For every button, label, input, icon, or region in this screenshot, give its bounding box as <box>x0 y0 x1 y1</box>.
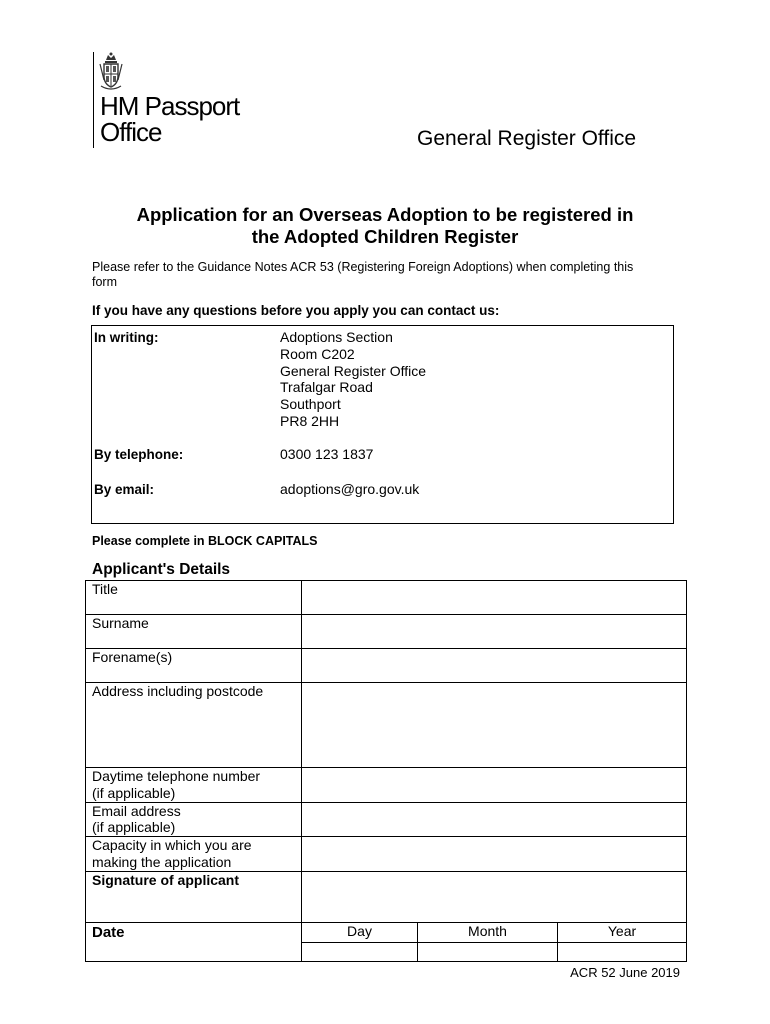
applicant-details-heading: Applicant's Details <box>92 561 231 578</box>
signature-input[interactable] <box>302 871 687 922</box>
address-input[interactable] <box>302 683 687 768</box>
address-line: PR8 2HH <box>280 412 340 429</box>
logo-divider <box>93 52 94 148</box>
email-value[interactable]: adoptions@gro.gov.uk <box>280 481 420 497</box>
title-label: Title <box>86 581 302 615</box>
phone-field-label <box>86 768 302 803</box>
table-row <box>86 871 687 922</box>
email-field-label-line-1: Email address <box>92 802 181 819</box>
applicant-details-table <box>85 580 687 962</box>
guidance-note: Please refer to the Guidance Notes ACR 53 (Registering Foreign Adoptions) when completing this form <box>92 260 634 289</box>
table-row <box>86 768 687 803</box>
logo-text <box>100 93 239 145</box>
form-title <box>80 204 690 248</box>
form-reference: ACR 52 June 2019 <box>570 965 680 980</box>
table-row <box>86 922 687 942</box>
email-field-label-line-2: (if applicable) <box>92 819 176 836</box>
table-row <box>86 581 687 615</box>
table-row <box>86 649 687 683</box>
month-header: Month <box>418 922 558 942</box>
forenames-label: Forename(s) <box>86 649 302 683</box>
block-capitals-note: Please complete in BLOCK CAPITALS <box>92 534 318 548</box>
phone-field-label-line-2: (if applicable) <box>92 784 176 801</box>
month-input[interactable] <box>418 942 558 961</box>
day-input[interactable] <box>302 942 418 961</box>
form-title-line-1: Application for an Overseas Adoption to be registered in <box>136 204 634 225</box>
surname-label: Surname <box>86 615 302 649</box>
contact-box <box>91 325 674 524</box>
surname-input[interactable] <box>302 615 687 649</box>
email-input[interactable] <box>302 802 687 837</box>
office-name: General Register Office <box>417 127 637 150</box>
table-row <box>86 802 687 837</box>
signature-label: Signature of applicant <box>86 871 302 922</box>
day-header: Day <box>302 922 418 942</box>
table-row <box>86 683 687 768</box>
phone-field-label-line-1: Daytime telephone number <box>92 768 261 784</box>
address-line: Adoptions Section <box>280 329 393 345</box>
writing-label: In writing: <box>94 330 159 345</box>
title-input[interactable] <box>302 581 687 615</box>
phone-value: 0300 123 1837 <box>280 446 374 462</box>
address-line: Trafalgar Road <box>280 379 373 396</box>
address-label: Address including postcode <box>86 683 302 768</box>
form-title-line-2: the Adopted Children Register <box>251 226 519 247</box>
phone-input[interactable] <box>302 768 687 803</box>
year-input[interactable] <box>558 942 687 961</box>
date-label: Date <box>86 922 302 961</box>
logo-line-1: HM Passport <box>100 91 240 121</box>
capacity-label-line-1: Capacity in which you are <box>92 837 252 854</box>
table-row <box>86 837 687 872</box>
forenames-input[interactable] <box>302 649 687 683</box>
capacity-input[interactable] <box>302 837 687 872</box>
address-line: Southport <box>280 396 341 413</box>
postal-address <box>280 329 426 430</box>
logo-line-2: Office <box>100 117 162 147</box>
capacity-label <box>86 837 302 872</box>
phone-label: By telephone: <box>94 447 184 462</box>
email-label: By email: <box>94 482 155 497</box>
royal-crest-icon <box>98 52 124 92</box>
address-line: Room C202 <box>280 345 355 362</box>
email-field-label <box>86 802 302 837</box>
capacity-label-line-2: making the application <box>92 853 232 870</box>
address-line: General Register Office <box>280 362 427 379</box>
year-header: Year <box>558 922 687 942</box>
table-row <box>86 615 687 649</box>
contact-heading: If you have any questions before you apply you can contact us: <box>92 303 500 318</box>
